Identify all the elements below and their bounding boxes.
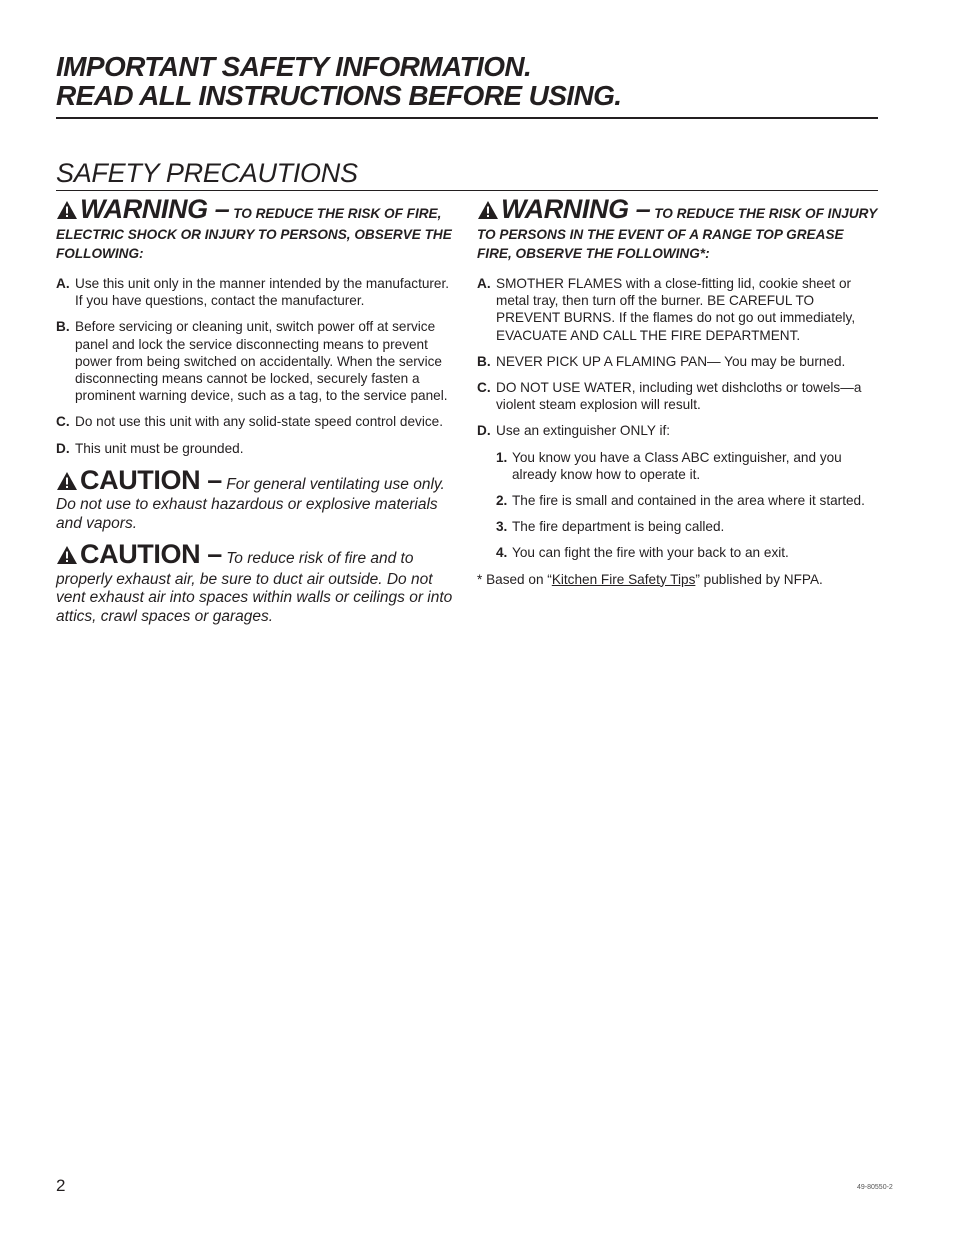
footnote [477,571,879,588]
caution-text: To reduce risk of fire and to properly exhaust air, be sure to duct air outside. Do not vent exhaust air into spaces within walls or ceilings or into attics, crawl spaces or garages. [56,550,453,625]
sub-item-text: You can fight the fire with your back to an exit. [512,545,789,561]
page-number: 2 [56,1176,66,1195]
item-text: DO NOT USE WATER, including wet dishcloths or towels—a violent steam explosion will result. [496,380,862,413]
caution-block-2 [56,539,456,626]
sub-list-item [496,449,879,483]
item-text: Use an extinguisher ONLY if: [496,423,671,439]
right-column [477,194,879,588]
sub-item-label: 3. [496,519,508,535]
list-item [477,353,879,370]
item-text: Before servicing or cleaning unit, switch power off at service panel and lock the service disconnecting means to prevent power from being switched on accidentally. When the service disconnecting means cannot be locked, securely fasten a prominent warning device, such as a tag, to the service panel. [75,319,448,404]
left-warning-list [56,275,456,457]
footnote-link[interactable]: Kitchen Fire Safety Tips [551,571,696,587]
item-text: This unit must be grounded. [75,440,244,456]
sub-list-item [496,544,879,561]
list-item [56,318,456,404]
list-item [56,440,456,457]
sub-item-text: You know you have a Class ABC extinguisher, and you already know how to operate it. [512,449,842,482]
sub-item-text: The fire department is being called. [512,519,725,535]
item-text: SMOTHER FLAMES with a close-fitting lid, cookie sheet or metal tray, then turn off the burner. BE CAREFUL TO PREVENT BURNS. If the flames do not go out immediately, EVACUATE AND CALL THE FIRE DEPARTMENT. [496,276,856,343]
sub-item-label: 4. [496,545,508,561]
document-number: 49-80550-2 [857,1184,893,1191]
item-label: C. [477,380,491,396]
right-warning-list [477,275,879,562]
sub-item-label: 1. [496,449,508,465]
item-label: B. [56,319,70,335]
item-text: Use this unit only in the manner intended by the manufacturer. If you have questions, contact the manufacturer. [75,276,450,309]
sub-item-label: 2. [496,493,508,509]
left-column [56,194,456,638]
warning-word: WARNING – [80,194,230,224]
extinguisher-conditions-list [496,449,879,562]
footnote-suffix: ” published by NFPA. [695,571,823,587]
warning-word: WARNING – [501,194,651,224]
left-warning-heading [56,194,456,263]
list-item [477,379,879,413]
caution-text: For general ventilating use only. Do not use to exhaust hazardous or explosive materials and vapors. [56,475,445,532]
item-label: C. [56,414,70,430]
item-label: D. [477,423,491,439]
warning-subtitle: TO REDUCE THE RISK OF INJURY TO PERSONS IN THE EVENT OF A RANGE TOP GREASE FIRE, OBSERVE THE FOLLOWING*: [477,206,878,261]
main-title [56,52,878,110]
footnote-prefix: * Based on “ [477,571,552,587]
section-title: SAFETY PRECAUTIONS [56,158,358,188]
item-label: D. [56,440,70,456]
caution-word: CAUTION – [80,539,222,570]
list-item [56,413,456,430]
section-rule [56,190,878,191]
list-item [477,275,879,344]
caution-block-1 [56,464,456,534]
item-text: NEVER PICK UP A FLAMING PAN— You may be burned. [496,353,846,369]
warning-triangle-icon [477,200,499,225]
main-title-line2: READ ALL INSTRUCTIONS BEFORE USING. [56,80,622,111]
main-title-line1: IMPORTANT SAFETY INFORMATION. [56,51,532,82]
item-label: B. [477,353,491,369]
list-item [56,275,456,309]
warning-triangle-icon [56,471,78,497]
item-text: Do not use this unit with any solid-state speed control device. [75,414,443,430]
warning-triangle-icon [56,200,78,225]
sub-list-item [496,492,879,509]
warning-triangle-icon [56,545,78,571]
header-rule [56,117,878,119]
sub-item-text: The fire is small and contained in the area where it started. [512,493,865,509]
item-label: A. [56,276,70,291]
caution-word: CAUTION – [80,464,222,495]
warning-subtitle: TO REDUCE THE RISK OF FIRE, ELECTRIC SHOCK OR INJURY TO PERSONS, OBSERVE THE FOLLOWING: [56,206,452,261]
list-item [477,422,879,561]
item-label: A. [477,276,491,291]
right-warning-heading [477,194,879,263]
sub-list-item [496,518,879,535]
